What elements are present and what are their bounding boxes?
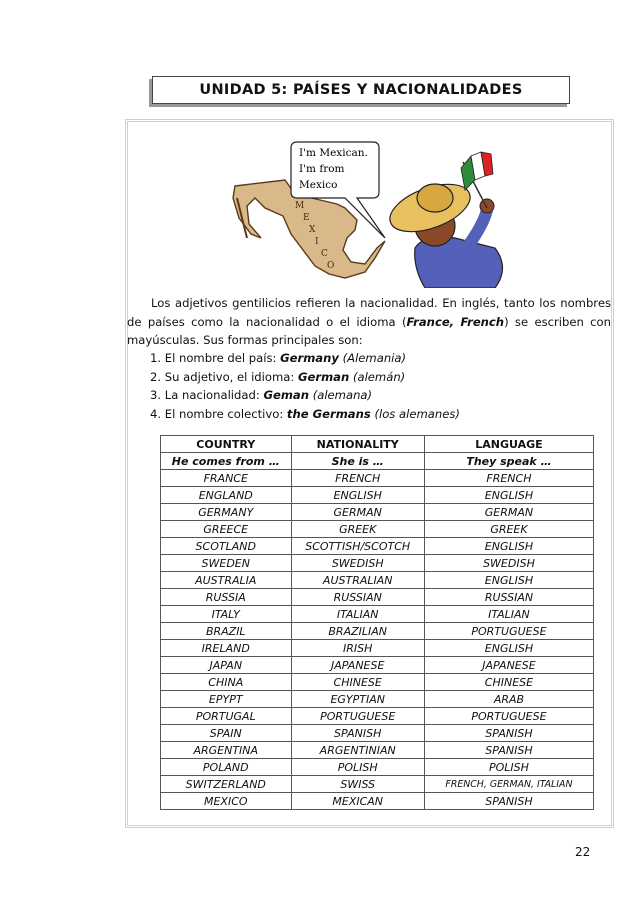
country-cell: ENGLAND — [161, 487, 292, 504]
column-subheader: He comes from … — [161, 453, 292, 470]
table-row — [161, 657, 594, 674]
country-cell: GERMANY — [161, 504, 292, 521]
country-cell: RUSSIA — [161, 589, 292, 606]
table-row — [161, 504, 594, 521]
table-row — [161, 640, 594, 657]
map-letter: E — [303, 213, 310, 223]
country-cell: POLAND — [161, 759, 292, 776]
column-header: LANGUAGE — [424, 436, 593, 453]
map-letter: O — [327, 261, 335, 271]
language-cell: POLISH — [424, 759, 593, 776]
map-letter: C — [321, 249, 328, 259]
intro-paragraph: Los adjetivos gentilicios refieren la nacionalidad. En inglés, tanto los nombres de países como la nacionalidad o el idioma (France, French) se escriben con mayúsculas. Sus formas principales son: — [127, 296, 611, 347]
language-cell: ARAB — [424, 691, 593, 708]
language-cell: ITALIAN — [424, 606, 593, 623]
map-letter: X — [309, 225, 316, 235]
country-cell: ITALY — [161, 606, 292, 623]
column-subheader: She is … — [291, 453, 424, 470]
nationality-table — [160, 435, 594, 810]
nationality-cell: RUSSIAN — [291, 589, 424, 606]
nationality-cell: SWEDISH — [291, 555, 424, 572]
map-letter: M — [295, 201, 305, 211]
nationality-cell: IRISH — [291, 640, 424, 657]
column-subheader: They speak … — [424, 453, 593, 470]
language-cell: SPANISH — [424, 793, 593, 810]
man-with-sombrero-icon — [384, 175, 503, 288]
language-cell: PORTUGUESE — [424, 708, 593, 725]
example-french: French — [460, 314, 505, 329]
table-row — [161, 487, 594, 504]
unit-title: UNIDAD 5: PAÍSES Y NACIONALIDADES — [152, 76, 570, 104]
nationality-cell: MEXICAN — [291, 793, 424, 810]
table-row — [161, 793, 594, 810]
table-row — [161, 623, 594, 640]
country-cell: SPAIN — [161, 725, 292, 742]
table-row — [161, 742, 594, 759]
country-cell: ARGENTINA — [161, 742, 292, 759]
nationality-cell: PORTUGUESE — [291, 708, 424, 725]
table-row — [161, 538, 594, 555]
list-item: 2. Su adjetivo, el idioma: German (alemán) — [150, 369, 406, 384]
table-row — [161, 776, 594, 793]
country-cell: FRANCE — [161, 470, 292, 487]
table-row — [161, 674, 594, 691]
language-cell: PORTUGUESE — [424, 623, 593, 640]
country-cell: EPYPT — [161, 691, 292, 708]
table-subheader-row — [161, 453, 594, 470]
column-header: NATIONALITY — [291, 436, 424, 453]
table-row — [161, 589, 594, 606]
language-cell: SWEDISH — [424, 555, 593, 572]
table-row — [161, 708, 594, 725]
language-cell: ENGLISH — [424, 487, 593, 504]
speech-line: I'm from — [299, 163, 345, 175]
nationality-cell: CHINESE — [291, 674, 424, 691]
forms-list — [150, 349, 460, 423]
map-letter: I — [315, 237, 319, 247]
language-cell: SPANISH — [424, 742, 593, 759]
nationality-cell: SWISS — [291, 776, 424, 793]
table-header-row — [161, 436, 594, 453]
nationality-cell: JAPANESE — [291, 657, 424, 674]
nationality-cell: ARGENTINIAN — [291, 742, 424, 759]
list-item: 4. El nombre colectivo: the Germans (los alemanes) — [150, 406, 460, 421]
country-cell: PORTUGAL — [161, 708, 292, 725]
country-cell: SCOTLAND — [161, 538, 292, 555]
table-row — [161, 521, 594, 538]
country-cell: MEXICO — [161, 793, 292, 810]
table-row — [161, 759, 594, 776]
table-row — [161, 606, 594, 623]
language-cell: GERMAN — [424, 504, 593, 521]
language-cell: ENGLISH — [424, 640, 593, 657]
language-cell: FRENCH — [424, 470, 593, 487]
country-cell: AUSTRALIA — [161, 572, 292, 589]
table-row — [161, 691, 594, 708]
language-cell: JAPANESE — [424, 657, 593, 674]
column-header: COUNTRY — [161, 436, 292, 453]
list-item: 3. La nacionalidad: Geman (alemana) — [150, 388, 373, 402]
nationality-cell: SPANISH — [291, 725, 424, 742]
country-cell: GREECE — [161, 521, 292, 538]
language-cell: RUSSIAN — [424, 589, 593, 606]
nationality-cell: FRENCH — [291, 470, 424, 487]
language-cell: FRENCH, GERMAN, ITALIAN — [424, 776, 593, 793]
example-france: France, — [406, 314, 455, 329]
country-cell: SWEDEN — [161, 555, 292, 572]
list-item: 1. El nombre del país: Germany (Alemania) — [150, 351, 407, 365]
language-cell: ENGLISH — [424, 538, 593, 555]
nationality-cell: ENGLISH — [291, 487, 424, 504]
speech-line: I'm Mexican. — [299, 147, 368, 159]
nationality-cell: SCOTTISH/SCOTCH — [291, 538, 424, 555]
nationality-cell: GERMAN — [291, 504, 424, 521]
nationality-cell: BRAZILIAN — [291, 623, 424, 640]
table-row — [161, 572, 594, 589]
speech-line: Mexico — [299, 179, 338, 191]
nationality-cell: EGYPTIAN — [291, 691, 424, 708]
table-row — [161, 470, 594, 487]
country-cell: SWITZERLAND — [161, 776, 292, 793]
table-row — [161, 725, 594, 742]
country-cell: BRAZIL — [161, 623, 292, 640]
language-cell: SPANISH — [424, 725, 593, 742]
language-cell: GREEK — [424, 521, 593, 538]
table-row — [161, 555, 594, 572]
mexico-illustration — [225, 138, 525, 288]
country-cell: CHINA — [161, 674, 292, 691]
country-cell: JAPAN — [161, 657, 292, 674]
nationality-cell: POLISH — [291, 759, 424, 776]
nationality-cell: ITALIAN — [291, 606, 424, 623]
country-cell: IRELAND — [161, 640, 292, 657]
language-cell: CHINESE — [424, 674, 593, 691]
nationality-cell: AUSTRALIAN — [291, 572, 424, 589]
language-cell: ENGLISH — [424, 572, 593, 589]
page-number: 22 — [575, 845, 591, 859]
nationality-cell: GREEK — [291, 521, 424, 538]
